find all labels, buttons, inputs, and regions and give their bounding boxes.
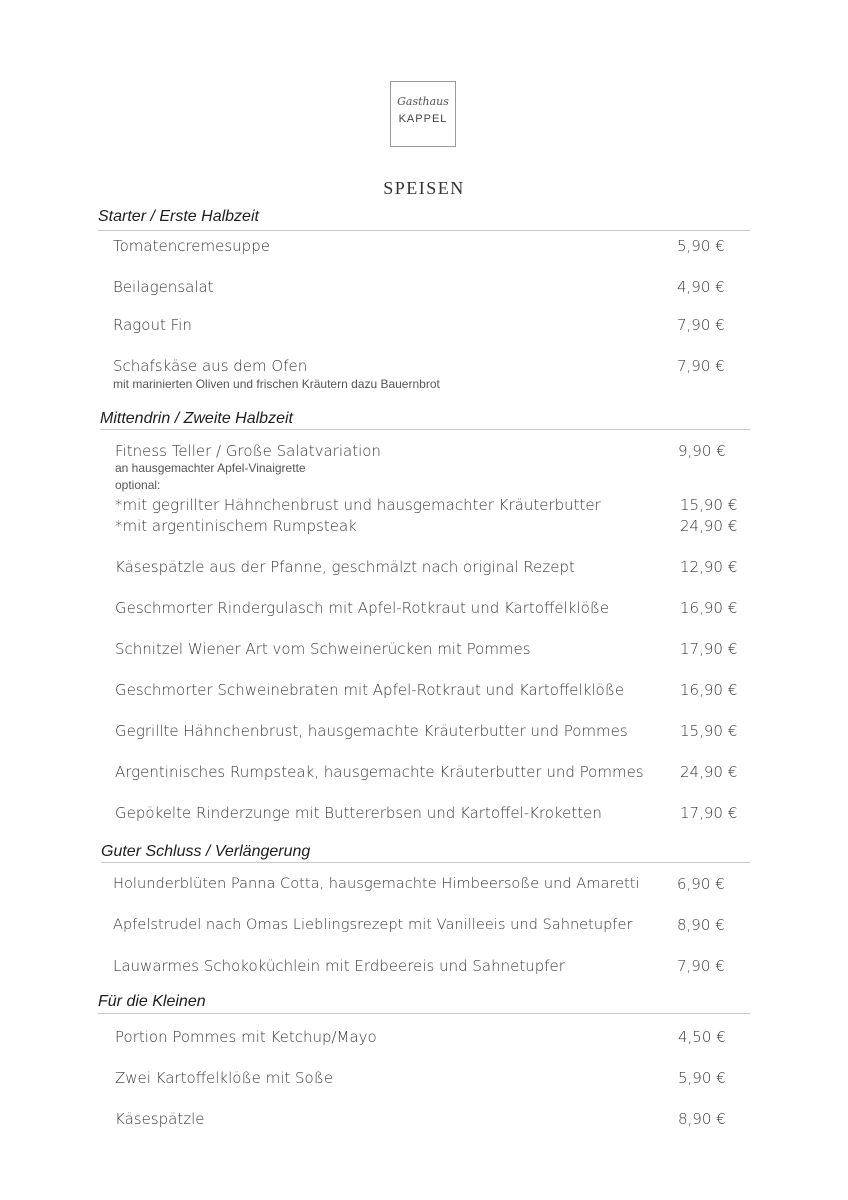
menu-item-name: Argentinisches Rumpsteak, hausgemachte Kräuterbutter und Pommes xyxy=(115,763,644,781)
section-heading-mittendrin: Mittendrin / Zweite Halbzeit xyxy=(100,410,293,427)
menu-item-name: Käsespätzle xyxy=(115,1110,205,1128)
menu-item-name: Beilagensalat xyxy=(113,278,214,296)
menu-item-price: 15,90 € xyxy=(680,496,738,514)
section-heading-kinder: Für die Kleinen xyxy=(98,993,206,1010)
menu-item-note: optional: xyxy=(115,478,161,492)
menu-item-price: 15,90 € xyxy=(680,722,738,740)
menu-item-name: Gegrillte Hähnchenbrust, hausgemachte Kräuterbutter und Pommes xyxy=(115,722,628,740)
menu-item-price: 17,90 € xyxy=(680,804,738,822)
menu-item-price: 4,90 € xyxy=(677,278,725,296)
menu-item-price: 9,90 € xyxy=(678,442,726,460)
menu-item-price: 24,90 € xyxy=(680,517,738,535)
menu-item-name: Holunderblüten Panna Cotta, hausgemachte Himbeersoße und Amaretti xyxy=(113,875,640,892)
menu-item-price: 16,90 € xyxy=(680,681,738,699)
menu-item-price: 17,90 € xyxy=(680,640,738,658)
menu-item-note: mit marinierten Oliven und frischen Kräutern dazu Bauernbrot xyxy=(113,377,440,391)
menu-item-price: 7,90 € xyxy=(677,957,725,975)
menu-item-price: 12,90 € xyxy=(680,558,738,576)
menu-item-price: 7,90 € xyxy=(677,316,725,334)
menu-item-price: 8,90 € xyxy=(678,1110,726,1128)
menu-item-name: Gepökelte Rinderzunge mit Buttererbsen und Kartoffel-Kroketten xyxy=(115,804,602,822)
menu-item-price: 16,90 € xyxy=(680,599,738,617)
menu-item-name: Geschmorter Schweinebraten mit Apfel-Rotkraut und Kartoffelklöße xyxy=(115,681,625,699)
section-divider xyxy=(98,230,750,231)
menu-item-price: 24,90 € xyxy=(680,763,738,781)
menu-item-name: Tomatencremesuppe xyxy=(113,237,270,255)
page-title: SPEISEN xyxy=(383,178,465,198)
menu-item-name: Portion Pommes mit Ketchup/Mayo xyxy=(115,1028,377,1046)
menu-item-price: 6,90 € xyxy=(677,875,725,893)
section-divider xyxy=(100,429,750,430)
menu-item-price: 7,90 € xyxy=(677,357,725,375)
menu-item-price: 4,50 € xyxy=(678,1028,726,1046)
logo-brand-text: KAPPEL xyxy=(398,113,448,125)
restaurant-logo xyxy=(390,81,456,147)
menu-item-option: *mit argentinischem Rumpsteak xyxy=(115,517,357,535)
menu-item-note: an hausgemachter Apfel-Vinaigrette xyxy=(115,461,306,475)
menu-item-name: Apfelstrudel nach Omas Lieblingsrezept mit Vanilleeis und Sahnetupfer xyxy=(113,916,633,933)
section-divider xyxy=(98,1013,750,1014)
logo-script-text: Gasthaus xyxy=(397,95,449,108)
menu-item-name: Lauwarmes Schokoküchlein mit Erdbeereis und Sahnetupfer xyxy=(113,957,565,975)
menu-item-name: Schafskäse aus dem Ofen xyxy=(113,357,308,375)
menu-item-name: Geschmorter Rindergulasch mit Apfel-Rotkraut und Kartoffelklöße xyxy=(115,599,610,617)
menu-item-name: Zwei Kartoffelklöße mit Soße xyxy=(115,1069,334,1087)
section-heading-guter-schluss: Guter Schluss / Verlängerung xyxy=(101,843,311,860)
menu-item-price: 5,90 € xyxy=(678,1069,726,1087)
section-heading-starter: Starter / Erste Halbzeit xyxy=(98,208,259,225)
menu-item-name: Fitness Teller / Große Salatvariation xyxy=(115,442,381,460)
section-divider xyxy=(101,862,750,863)
menu-item-name: Schnitzel Wiener Art vom Schweinerücken mit Pommes xyxy=(115,640,531,658)
menu-item-price: 8,90 € xyxy=(677,916,725,934)
menu-item-option: *mit gegrillter Hähnchenbrust und hausgemachter Kräuterbutter xyxy=(115,496,601,514)
menu-item-name: Käsespätzle aus der Pfanne, geschmälzt nach original Rezept xyxy=(115,558,575,576)
menu-item-price: 5,90 € xyxy=(677,237,725,255)
menu-item-name: Ragout Fin xyxy=(113,316,192,334)
